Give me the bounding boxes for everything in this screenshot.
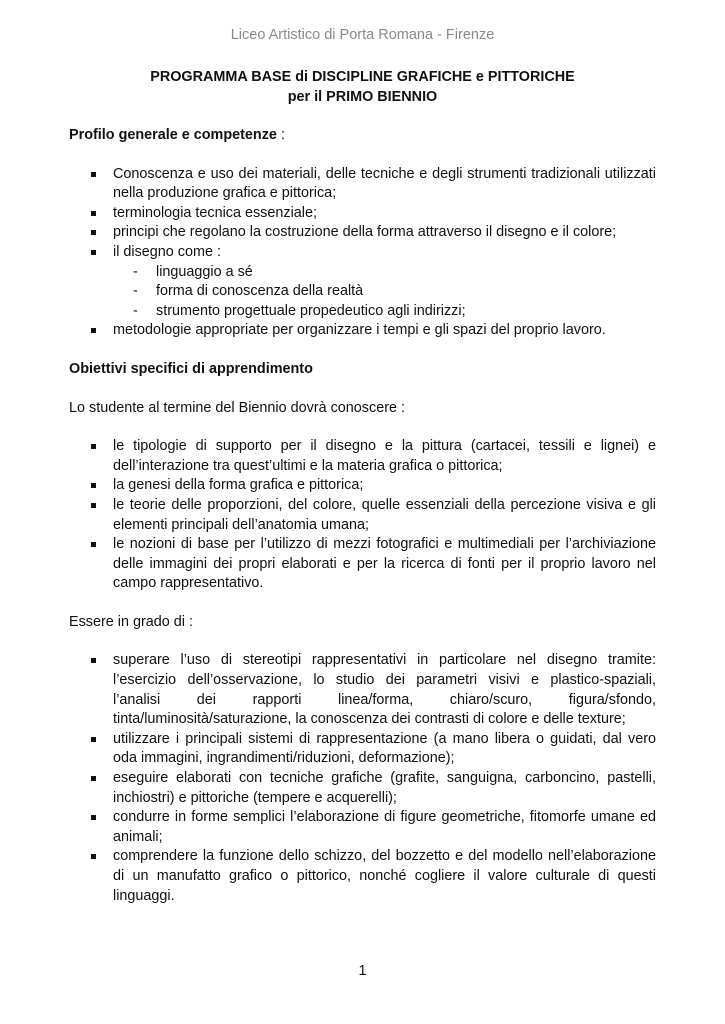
square-bullet-icon	[91, 737, 96, 742]
disegno-sublist	[113, 263, 656, 322]
list-item: condurre in forme semplici l’elaborazione di figure geometriche, fitomorfe umane ed animali;	[69, 808, 656, 847]
square-bullet-icon	[91, 483, 96, 488]
grado-intro: Essere in grado di :	[69, 613, 193, 630]
square-bullet-icon	[91, 658, 96, 663]
profilo-list	[69, 165, 656, 341]
title-line-1: PROGRAMMA BASE di DISCIPLINE GRAFICHE e PITTORICHE	[150, 69, 575, 85]
square-bullet-icon	[91, 211, 96, 216]
square-bullet-icon	[91, 172, 96, 177]
title-line-2: per il PRIMO BIENNIO	[287, 89, 438, 105]
list-item: le tipologie di supporto per il disegno e la pittura (cartacei, tessili e lignei) e dell’interazione tra quest’ultimi e la materia grafica o pittorica;	[69, 437, 656, 476]
profilo-heading-text: Profilo generale e competenze	[69, 127, 277, 143]
profilo-heading-suffix: :	[276, 127, 285, 143]
square-bullet-icon	[91, 776, 96, 781]
list-item: il disegno come : - linguaggio a sé - forma di conoscenza della realtà - strumento progettuale propedeutico agli indirizzi;	[69, 243, 656, 321]
document-title	[0, 67, 725, 107]
sublist-item: - forma di conoscenza della realtà	[113, 282, 656, 302]
dash-bullet-icon: -	[133, 263, 138, 280]
list-item: le teorie delle proporzioni, del colore, quelle essenziali della percezione visiva e gli elementi principali dell’anatomia umana;	[69, 496, 656, 535]
document-body	[69, 126, 656, 906]
list-item: eseguire elaborati con tecniche grafiche (grafite, sanguigna, carboncino, pastelli, inchiostri) e pittoriche (tempere e acquerelli);	[69, 769, 656, 808]
list-item: superare l’uso di stereotipi rappresentativi in particolare nel disegno tramite: l’esercizio dell’osservazione, lo studio dei parametri visivi e plastico-spaziali, l’analisi dei rapporti linea/forma, chiaro/scuro, figura/sfondo, tinta/luminosità/saturazione, la conoscenza dei contrasti di colore e delle texture;	[69, 651, 656, 729]
square-bullet-icon	[91, 230, 96, 235]
square-bullet-icon	[91, 444, 96, 449]
list-item: utilizzare i principali sistemi di rappresentazione (a mano libera o guidati, dal vero oda immagini, ingrandimenti/riduzioni, deformazione);	[69, 730, 656, 769]
obiettivi-list	[69, 437, 656, 594]
list-item: metodologie appropriate per organizzare i tempi e gli spazi del proprio lavoro.	[69, 321, 656, 341]
square-bullet-icon	[91, 250, 96, 255]
square-bullet-icon	[91, 542, 96, 547]
square-bullet-icon	[91, 854, 96, 859]
sublist-item: - strumento progettuale propedeutico agli indirizzi;	[113, 302, 656, 322]
page-header: Liceo Artistico di Porta Romana - Firenze	[230, 27, 495, 43]
grado-list	[69, 651, 656, 906]
list-item: Conoscenza e uso dei materiali, delle tecniche e degli strumenti tradizionali utilizzati nella produzione grafica e pittorica;	[69, 165, 656, 204]
square-bullet-icon	[91, 328, 96, 333]
list-item: la genesi della forma grafica e pittorica;	[69, 476, 656, 496]
obiettivi-heading: Obiettivi specifici di apprendimento	[69, 360, 313, 377]
dash-bullet-icon: -	[133, 283, 138, 300]
dash-bullet-icon: -	[133, 302, 138, 319]
sublist-item: - linguaggio a sé	[113, 263, 656, 283]
list-item: le nozioni di base per l’utilizzo di mezzi fotografici e multimediali per l’archiviazione delle immagini dei propri elaborati e per la ricerca di fonti per il proprio lavoro nel campo rappresentativo.	[69, 535, 656, 594]
square-bullet-icon	[91, 815, 96, 820]
obiettivi-intro: Lo studente al termine del Biennio dovrà conoscere :	[69, 399, 405, 416]
page-number: 1	[358, 963, 367, 979]
square-bullet-icon	[91, 503, 96, 508]
list-item: principi che regolano la costruzione della forma attraverso il disegno e il colore;	[69, 223, 656, 243]
profilo-heading	[69, 126, 656, 146]
list-item: terminologia tecnica essenziale;	[69, 204, 656, 224]
list-item: comprendere la funzione dello schizzo, del bozzetto e del modello nell’elaborazione di un manufatto grafico o pittorico, nonché cogliere il valore culturale di questi linguaggi.	[69, 847, 656, 906]
